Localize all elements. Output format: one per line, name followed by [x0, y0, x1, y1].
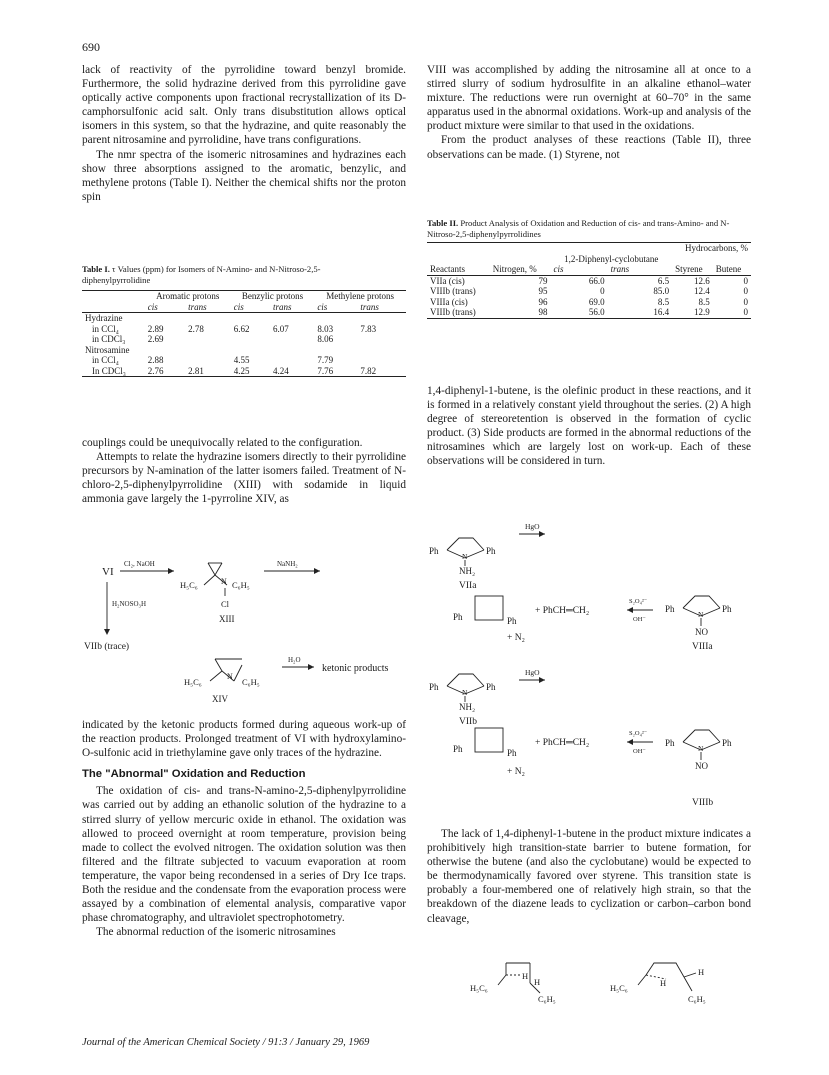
table-cell: 4.24	[273, 365, 289, 376]
substituent-label: Ph	[665, 604, 675, 614]
table-cell: 2.69	[147, 334, 164, 344]
table-cell: 4.55	[233, 355, 250, 365]
substituent-label: Ph	[665, 738, 675, 748]
table1-subheader: trans	[360, 301, 379, 312]
section-heading: The "Abnormal" Oxidation and Reduction	[82, 768, 306, 781]
table1-subheader: trans	[273, 301, 292, 312]
product-label: + N₂	[507, 767, 525, 777]
table-row	[82, 324, 406, 335]
table-row	[82, 334, 406, 345]
table1-subheader: cis	[147, 301, 158, 312]
table-cell	[270, 345, 314, 356]
reagent-label: OH⁻	[633, 748, 646, 755]
table-cell: VIIIa (cis)	[430, 296, 468, 307]
product-label: + PhCH═CH₂	[535, 738, 590, 748]
reagent-label: S₂O₄²⁻	[629, 730, 648, 737]
journal-footer: Journal of the American Chemical Society / 91:3 / January 29, 1969	[82, 1037, 370, 1048]
atom-label: NH₂	[459, 566, 476, 576]
atom-label: H	[698, 967, 705, 977]
compound-label: XIII	[219, 614, 235, 624]
table-cell: 85.0	[653, 286, 670, 296]
table2-header: Butene	[715, 264, 742, 274]
table2-header: Styrene	[675, 264, 703, 274]
paragraph: 1,4-diphenyl-1-butene, is the olefinic product in these reactions, and it is formed in a relatively constant yield throughout the series. (2) A high degree of stereoretention is observed in the formation of cyclic product. (3) Side products are formed in the abnormal reductions of the nitrosamines which are largely lost on work-up. Each of these observations will be considered in turn.	[427, 385, 751, 468]
compound-label: VIIa	[459, 581, 477, 591]
table-cell	[231, 334, 270, 345]
table-cell: 6.62	[233, 323, 250, 334]
table-cell	[357, 355, 406, 366]
atom-label: N	[227, 672, 233, 681]
table-cell: 7.76	[317, 365, 334, 376]
table2-label: Table II.	[427, 218, 459, 228]
left-column-top	[82, 63, 406, 204]
atom-label: NO	[695, 627, 708, 637]
table-cell: 7.79	[317, 355, 334, 365]
substituent-label: H₅C₆	[184, 677, 202, 687]
table-cell: 8.06	[317, 334, 334, 344]
table-cell: 0	[600, 286, 605, 296]
table-cell: 0	[743, 307, 748, 317]
reagent-label: HgO	[525, 668, 540, 677]
table-row	[427, 297, 751, 308]
table-cell: 98	[538, 307, 548, 317]
atom-label: H	[660, 978, 667, 988]
substituent-label: Ph	[453, 612, 463, 622]
substituent-label: H₅C₆	[470, 983, 488, 993]
compound-label: VIIIb	[692, 798, 714, 808]
substituent-label: Ph	[486, 546, 496, 556]
atom-label: N	[698, 610, 704, 619]
table2-header: 1,2-Diphenyl-cyclobutane	[564, 253, 659, 264]
table-cell	[357, 313, 406, 324]
compound-label: VIIIa	[692, 642, 713, 652]
reagent-label: S₂O₄²⁻	[629, 598, 648, 605]
table-cell: 2.76	[147, 365, 164, 376]
table2-caption	[427, 218, 751, 240]
substituent-label: C₆H₅	[688, 994, 706, 1004]
substituent-label: H₅C₆	[610, 983, 628, 993]
table1-subheader: cis	[233, 301, 244, 312]
table-row-label: in CCl₄	[92, 355, 119, 365]
substituent-label: Ph	[722, 604, 732, 614]
table-cell	[357, 334, 406, 345]
scheme-transition-states	[470, 955, 730, 1005]
atom-label: N	[698, 744, 704, 753]
scheme-oxidation-reduction	[427, 512, 757, 812]
table1-caption	[82, 264, 382, 286]
table-cell: VIIa (cis)	[430, 275, 465, 286]
table-cell	[185, 313, 231, 324]
table2-group-header: Hydrocarbons, %	[685, 243, 748, 253]
compound-label: VIIb	[459, 717, 477, 727]
table-cell	[145, 313, 185, 324]
right-column-top	[427, 63, 751, 162]
table-cell: 12.9	[693, 307, 710, 317]
paragraph: lack of reactivity of the pyrrolidine toward benzyl bromide. Furthermore, the solid hydrazine derived from this pyrrolidine gave optically active components upon fractional recrystallization of its D-camphorsulfonic acid salt. Only trans disubstitution allows optical isomers in this system, so that the hydrazine, and quite reasonably the parent nitrosamine and pyrrolidine, have trans configurations.	[82, 64, 406, 147]
product-label: + PhCH═CH₂	[535, 606, 590, 616]
table-cell: 66.0	[588, 275, 605, 286]
table2-header: Nitrogen, %	[492, 264, 537, 274]
table-cell: 16.4	[653, 307, 670, 317]
product-label: ketonic products	[322, 663, 389, 674]
table1	[82, 290, 406, 377]
table-row	[82, 313, 406, 324]
table1-caption-text: τ Values (ppm) for Isomers of N-Amino- and N-Nitroso-2,5-diphenylpyrrolidine	[82, 264, 321, 285]
table2-header: Reactants	[430, 264, 465, 274]
compound-label: VIIb (trace)	[84, 642, 130, 652]
paragraph: Attempts to relate the hydrazine isomers directly to their pyrrolidine precursors by N-amination of the latter isomers failed. Treatment of N-chloro-2,5-diphenylpyrrolidine (XIII) with sodamide in liquid ammonia gave largely the 1-pyrroline XIV, as	[82, 451, 406, 506]
table-cell: 69.0	[588, 296, 605, 307]
table1-subheader: cis	[317, 301, 328, 312]
atom-label: NO	[695, 761, 708, 771]
scheme-amination	[82, 555, 412, 717]
page-number: 690	[82, 40, 100, 54]
table-cell: 96	[538, 296, 548, 307]
table-cell: 0	[743, 275, 748, 286]
substituent-label: C₆H₅	[538, 994, 556, 1004]
reagent-label: HgO	[525, 522, 540, 531]
table-cell: 8.03	[317, 323, 334, 334]
table-row-label: Nitrosamine	[85, 344, 130, 355]
table-cell: 56.0	[588, 307, 605, 317]
reagent-label: H₂O	[288, 656, 301, 664]
paragraph: The abnormal reduction of the isomeric nitrosamines	[96, 926, 336, 939]
table2-header: cis	[553, 264, 564, 274]
table1-subheader: trans	[188, 301, 207, 312]
table1-group-header: Methylene protons	[326, 291, 395, 301]
table2	[427, 242, 751, 319]
table-cell	[314, 345, 357, 356]
left-column-mid	[82, 436, 406, 506]
table-cell	[231, 313, 270, 324]
atom-label: NH₂	[459, 702, 476, 712]
substituent-label: Ph	[722, 738, 732, 748]
product-label: + N₂	[507, 633, 525, 643]
substituent-label: Ph	[507, 748, 517, 758]
table-row-label: In CDCl₃	[92, 365, 126, 376]
right-column-mid	[427, 384, 751, 469]
table-cell: 12.6	[693, 275, 710, 286]
table-row	[427, 286, 751, 297]
table-row	[82, 366, 406, 377]
table-cell: 2.89	[147, 323, 164, 334]
table-cell: 6.07	[273, 323, 289, 334]
paragraph: indicated by the ketonic products formed during aqueous work-up of the reaction products. Prolonged treatment of VI with hydroxylamino-O-sulfonic acid in triethylamine gave only traces of the hydrazine.	[82, 719, 406, 760]
reagent-label: OH⁻	[633, 616, 646, 623]
paragraph: The nmr spectra of the isomeric nitrosamines and hydrazines each show three absorptions assigned to the aromatic, benzylic, and methylene protons (Table I). Neither the chemical shifts nor the proton spin	[82, 148, 406, 203]
table1-label: Table I.	[82, 264, 110, 274]
substituent-label: Ph	[486, 682, 496, 692]
table-row-label: in CCl₄	[92, 323, 119, 334]
table-cell: 95	[538, 286, 548, 296]
right-column-bottom	[427, 827, 751, 926]
substituent-label: C₆H₅	[242, 677, 260, 687]
left-column-bottom	[82, 718, 406, 939]
reagent-label: H₂NOSO₃H	[112, 600, 147, 608]
atom-label: N	[462, 688, 468, 697]
table-cell: 0	[743, 296, 748, 307]
compound-label: XIV	[212, 694, 228, 704]
label-vi: VI	[102, 566, 114, 578]
substituent-label: Ph	[429, 546, 439, 556]
table-cell: 2.81	[188, 365, 204, 376]
table-cell: 6.5	[657, 275, 670, 286]
table-cell	[185, 345, 231, 356]
table2-header: trans	[610, 264, 630, 274]
paragraph: The lack of 1,4-diphenyl-1-butene in the product mixture indicates a prohibitively high transition-state barrier to butene formation, for otherwise the butene (and also the cyclobutane) would be expected to be thermodynamically favored over styrene. This transition state is probably a four-membered one of relatively high strain, so that the breakdown of the diazene leads to cyclization or carbon–carbon bond cleavage,	[427, 828, 751, 925]
substituent-label: Ph	[453, 744, 463, 754]
table-cell: 8.5	[698, 296, 710, 307]
table-cell: 79	[538, 275, 548, 286]
table-cell: 2.88	[147, 355, 164, 365]
atom-label: N	[462, 552, 468, 561]
atom-label: N	[221, 577, 227, 586]
substituent-label: H₅C₆	[180, 580, 198, 590]
table-cell: 7.83	[360, 323, 377, 334]
table2-caption-text: Product Analysis of Oxidation and Reduction of cis- and trans-Amino- and N-Nitroso-2,5-diphenylpyrrolidines	[427, 218, 730, 239]
table1-group-header: Aromatic protons	[156, 291, 220, 301]
table-cell: 8.5	[657, 296, 670, 307]
table-cell: 7.82	[360, 365, 377, 376]
table-row	[82, 355, 406, 366]
table-cell	[357, 345, 406, 356]
atom-label: H	[522, 971, 529, 981]
substituent-label: C₆H₅	[232, 580, 250, 590]
table-cell: 4.25	[233, 365, 250, 376]
table-row	[82, 345, 406, 356]
table-cell	[314, 313, 357, 324]
table-cell: 12.4	[693, 286, 710, 296]
paragraph: The oxidation of cis- and trans-N-amino-2,5-diphenylpyrrolidine was carried out by adding an ethanolic solution of the hydrazine to a stirred slurry of yellow mercuric oxide in ethanol. The oxidation was allowed to proceed overnight at room temperature, provision being made to collect the evolved nitrogen. The oxidation solution was then filtered and the filtrate subjected to vacuum evaporation at room temperature, the vapor being recondensed in a series of Dry Ice traps. Both the residue and the condensate from the evaporation process were assayed by a combination of elemental analysis, comparative vapor phase chromatography, and ultraviolet spectrophotometry.	[82, 785, 406, 925]
atom-label: H	[534, 977, 541, 987]
substituent-label: Ph	[429, 682, 439, 692]
paragraph: VIII was accomplished by adding the nitrosamine all at once to a stirred slurry of sodium hydrosulfite in an alkaline ethanol–water mixture. The reductions were run overnight at 60–70° in the same apparatus used in the abnormal oxidations. Work-up and analysis of the product mixture were similar to that used in the oxidations.	[427, 64, 751, 133]
table-cell: VIIIb (trans)	[430, 307, 476, 317]
table-cell	[185, 334, 231, 345]
paragraph: From the product analyses of these reactions (Table II), three observations can be made. (1) Styrene, not	[427, 134, 751, 161]
atom-label: Cl	[221, 599, 230, 609]
table-cell	[145, 345, 185, 356]
reagent-label: NaNH₂	[277, 560, 298, 568]
table-cell: VIIIb (trans)	[430, 286, 476, 296]
table-cell: 0	[743, 286, 748, 296]
reagent-label: Cl₂, NaOH	[124, 560, 155, 568]
table-cell	[231, 345, 270, 356]
table-cell	[270, 313, 314, 324]
table-cell	[270, 334, 314, 345]
table-cell: 2.78	[188, 323, 204, 334]
paragraph: couplings could be unequivocally related to the configuration.	[82, 437, 363, 449]
table-row	[427, 307, 751, 318]
table-row	[427, 275, 751, 286]
table-cell	[185, 355, 231, 366]
table-row-label: in CDCl₃	[92, 334, 126, 344]
table-cell	[270, 355, 314, 366]
table1-group-header: Benzylic protons	[241, 291, 304, 301]
table-row-label: Hydrazine	[85, 313, 123, 323]
substituent-label: Ph	[507, 616, 517, 626]
